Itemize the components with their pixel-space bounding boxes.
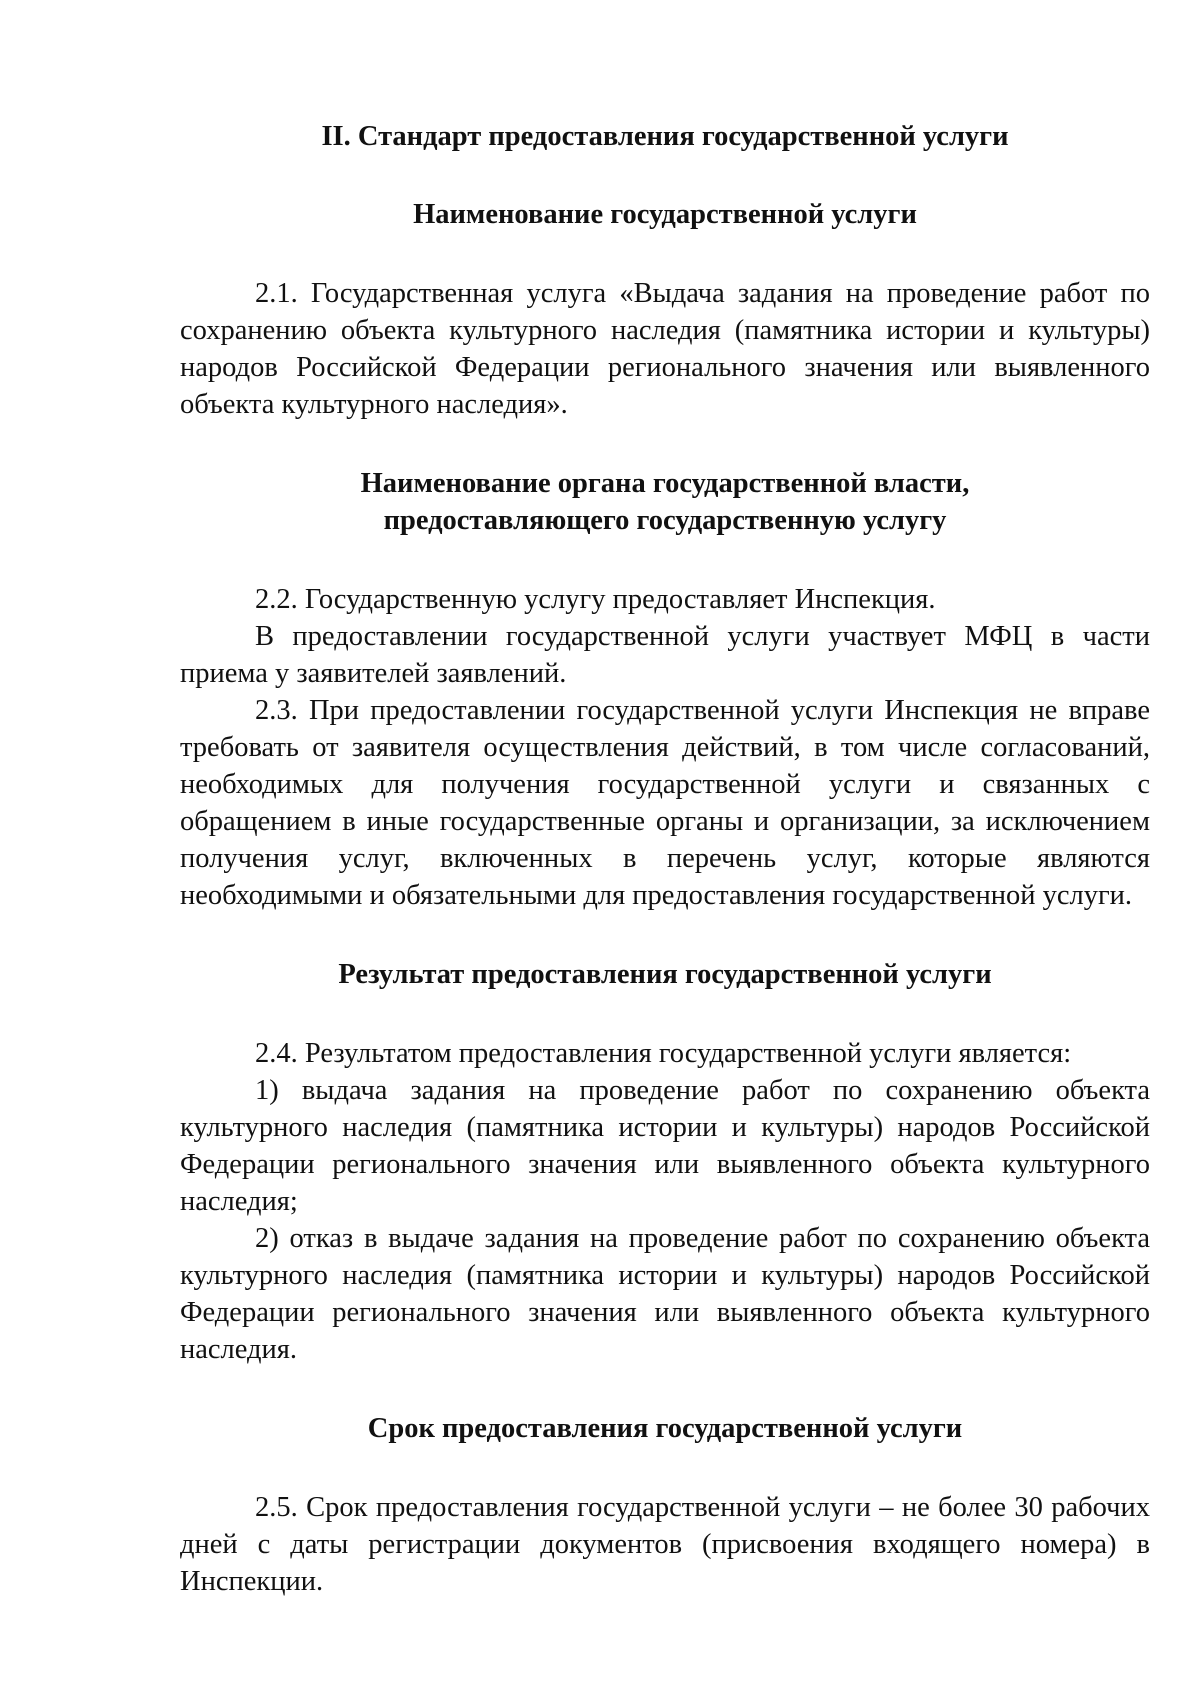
paragraph-2-4-item-1: 1) выдача задания на проведение работ по сохранению объекта культурного наследия (памятника истории и культуры) народов Российской Федерации регионального значения или выявленного объекта культурного наследия; [180,1075,1150,1217]
heading-term: Срок предоставления государственной услуги [367,1413,963,1444]
paragraph-2-3: 2.3. При предоставлении государственной услуги Инспекция не вправе требовать от заявителя осуществления действий, в том числе согласований, необходимых для получения государственной услуги и связанных с обращением в иные государственные органы и организации, за исключением получения услуг, включенных в перечень услуг, которые являются необходимыми и обязательными для предоставления государственной услуги. [180,695,1150,911]
section-title: II. Стандарт предоставления государственной услуги [321,121,1009,152]
paragraph-2-2-mfc: В предоставлении государственной услуги участвует МФЦ в части приема у заявителей заявлений. [180,621,1150,689]
paragraph-2-1: 2.1. Государственная услуга «Выдача задания на проведение работ по сохранению объекта культурного наследия (памятника истории и культуры) народов Российской Федерации регионального значения или выявленного объекта культурного наследия». [180,278,1150,420]
document-body [180,118,1150,1600]
paragraph-2-5: 2.5. Срок предоставления государственной услуги – не более 30 рабочих дней с даты регистрации документов (присвоения входящего номера) в Инспекции. [180,1492,1150,1597]
paragraph-2-4-item-2: 2) отказ в выдаче задания на проведение работ по сохранению объекта культурного наследия (памятника истории и культуры) народов Российской Федерации регионального значения или выявленного объекта культурного наследия. [180,1223,1150,1365]
heading-service-name: Наименование государственной услуги [413,199,917,230]
paragraph-2-4: 2.4. Результатом предоставления государственной услуги является: [255,1038,1072,1069]
paragraph-2-2: 2.2. Государственную услугу предоставляет Инспекция. [255,584,936,615]
heading-result: Результат предоставления государственной услуги [338,959,992,990]
heading-authority: Наименование органа государственной власти, предоставляющего государственную услугу [360,468,970,536]
